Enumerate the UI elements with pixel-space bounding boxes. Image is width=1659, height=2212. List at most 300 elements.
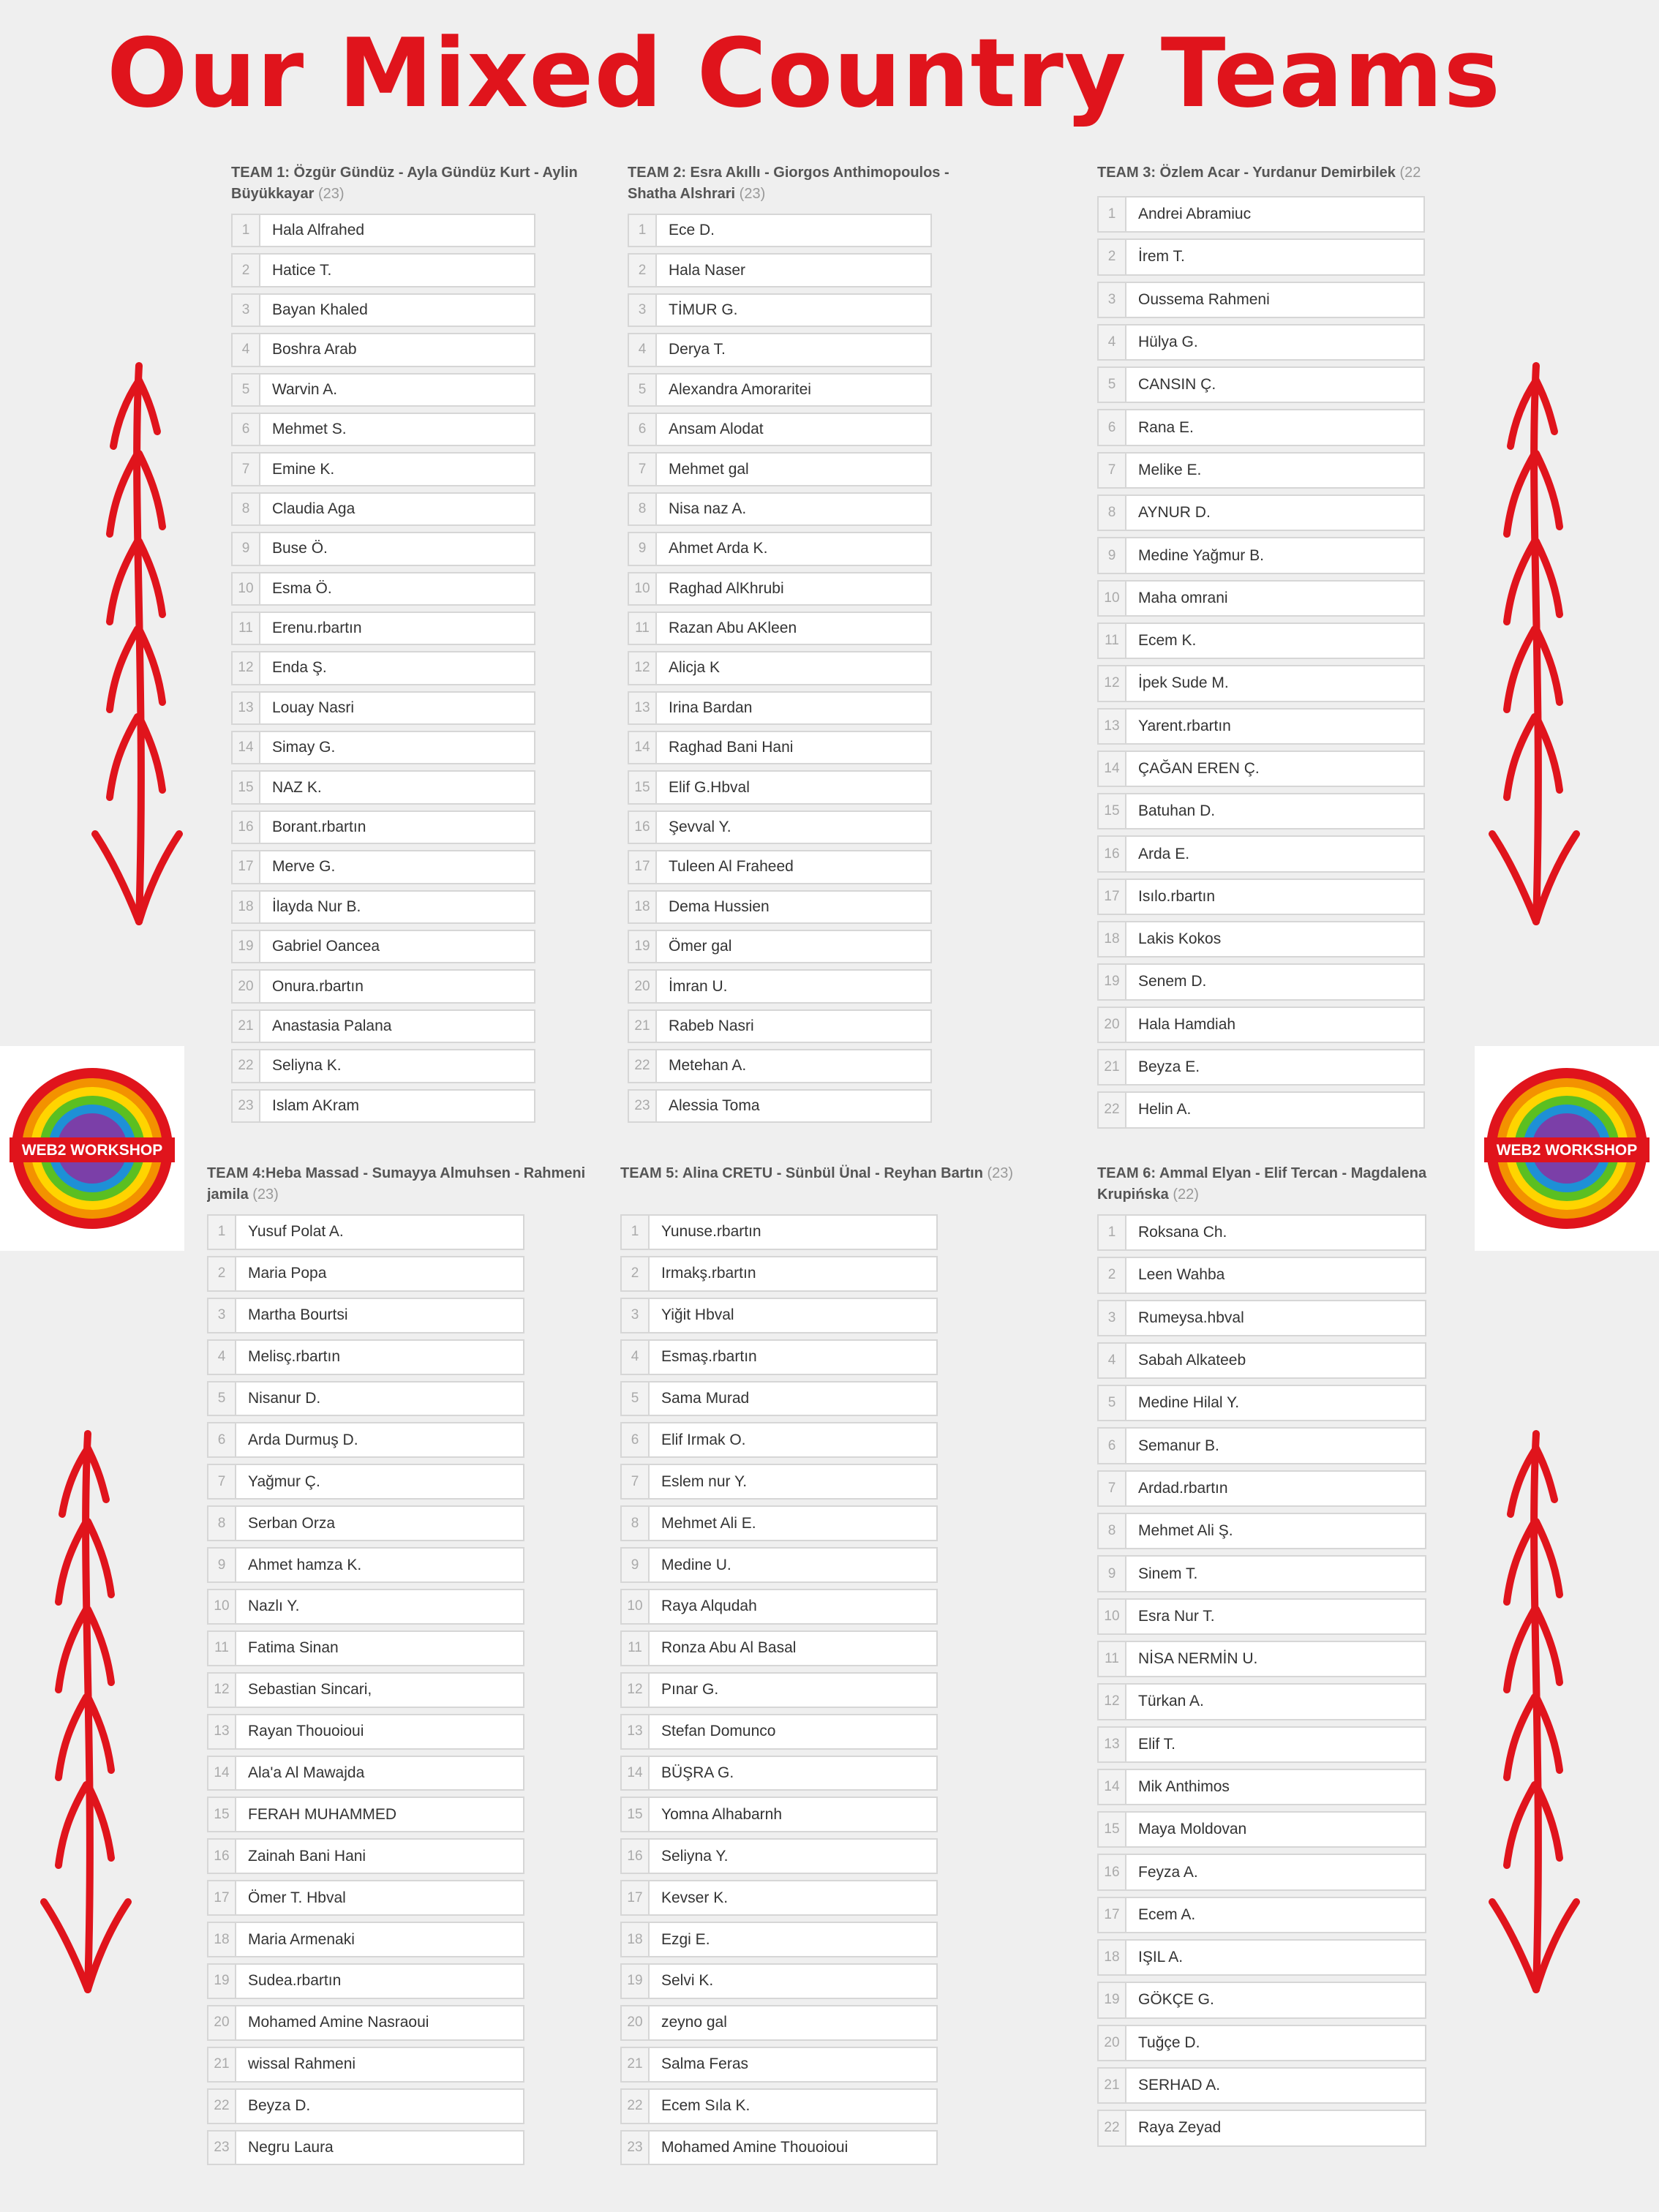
member-name: Merve G.	[260, 850, 535, 884]
row-number: 7	[1097, 452, 1126, 489]
member-name: Leen Wahba	[1126, 1257, 1426, 1293]
row-number: 13	[628, 691, 657, 725]
row-number: 4	[628, 333, 657, 366]
list-item	[207, 1214, 524, 1250]
logo	[0, 1046, 184, 1251]
row-number: 8	[1097, 1513, 1126, 1549]
member-name: Arda Durmuş D.	[236, 1422, 524, 1458]
member-name: Ömer gal	[657, 930, 932, 963]
row-number: 11	[231, 612, 260, 645]
list-item	[628, 452, 932, 486]
member-name: Isılo.rbartın	[1126, 879, 1425, 915]
member-name: Yağmur Ç.	[236, 1464, 524, 1500]
row-number: 22	[1097, 1091, 1126, 1128]
list-item	[1097, 1683, 1426, 1720]
row-number: 16	[207, 1838, 236, 1874]
row-number: 18	[207, 1922, 236, 1957]
list-item	[1097, 1641, 1426, 1677]
team-header: TEAM 3: Özlem Acar - Yurdanur Demirbilek (22	[1097, 165, 1421, 181]
list-item	[620, 1464, 938, 1500]
list-item	[1097, 409, 1425, 445]
row-number: 9	[1097, 537, 1126, 573]
row-number: 12	[1097, 665, 1126, 701]
row-number: 3	[1097, 282, 1126, 318]
member-name: Raghad Bani Hani	[657, 731, 932, 764]
list-item	[1097, 793, 1425, 830]
list-item	[628, 373, 932, 407]
list-item	[207, 1756, 524, 1791]
row-number: 13	[620, 1714, 650, 1750]
team-4-panel	[207, 1163, 587, 2171]
row-number: 19	[628, 930, 657, 963]
member-name: Mehmet S.	[260, 413, 535, 446]
row-number: 4	[231, 333, 260, 366]
member-name: Batuhan D.	[1126, 793, 1425, 830]
row-number: 15	[231, 770, 260, 804]
member-name: Borant.rbartın	[260, 810, 535, 844]
row-number: 19	[1097, 963, 1126, 1000]
row-number: 23	[620, 2130, 650, 2166]
row-number: 1	[207, 1214, 236, 1250]
member-name: Hala Hamdiah	[1126, 1007, 1425, 1043]
member-name: Maria Armenaki	[236, 1922, 524, 1957]
list-item	[207, 1589, 524, 1625]
list-item	[1097, 879, 1425, 915]
list-item	[207, 1256, 524, 1292]
list-item	[207, 1672, 524, 1708]
row-number: 20	[620, 2005, 650, 2041]
team-1-panel	[231, 162, 597, 1129]
list-item	[620, 1838, 938, 1874]
row-number: 4	[1097, 1342, 1126, 1379]
list-item	[620, 1714, 938, 1750]
row-number: 2	[1097, 238, 1126, 275]
member-name: Boshra Arab	[260, 333, 535, 366]
member-name: Elif T.	[1126, 1726, 1426, 1763]
member-name: Tuleen Al Fraheed	[657, 850, 932, 884]
list-item	[207, 2047, 524, 2083]
member-name: Yiğit Hbval	[650, 1298, 938, 1333]
member-name: Hatice T.	[260, 253, 535, 287]
list-item	[628, 1009, 932, 1043]
row-number: 11	[628, 612, 657, 645]
team-header: TEAM 4:Heba Massad - Sumayya Almuhsen - Rahmeni jamila (23)	[207, 1165, 586, 1203]
list-item	[628, 572, 932, 606]
arrow-down-icon	[29, 1426, 139, 2004]
row-number: 5	[231, 373, 260, 407]
list-item	[1097, 238, 1425, 275]
row-number: 9	[620, 1547, 650, 1583]
member-name: Ecem A.	[1126, 1897, 1426, 1933]
row-number: 15	[1097, 1811, 1126, 1848]
member-name: Hülya G.	[1126, 324, 1425, 361]
list-item	[231, 492, 535, 526]
list-item	[628, 770, 932, 804]
row-number: 19	[1097, 1982, 1126, 2018]
member-name: Rana E.	[1126, 409, 1425, 445]
list-item	[620, 1381, 938, 1417]
member-name: Mohamed Amine Nasraoui	[236, 2005, 524, 2041]
row-number: 20	[1097, 2025, 1126, 2061]
member-name: Oussema Rahmeni	[1126, 282, 1425, 318]
list-item	[231, 1089, 535, 1123]
list-item	[231, 532, 535, 565]
member-name: Metehan A.	[657, 1049, 932, 1083]
list-item	[1097, 1385, 1426, 1421]
member-name: Ardad.rbartın	[1126, 1470, 1426, 1507]
list-item	[628, 810, 932, 844]
member-name: Raghad AlKhrubi	[657, 572, 932, 606]
member-name: ÇAĞAN EREN Ç.	[1126, 750, 1425, 787]
row-number: 10	[207, 1589, 236, 1625]
member-name: Alessia Toma	[657, 1089, 932, 1123]
list-item	[207, 1797, 524, 1832]
team-header: TEAM 2: Esra Akıllı - Giorgos Anthimopoulos - Shatha Alshrari (23)	[628, 165, 949, 202]
member-name: NAZ K.	[260, 770, 535, 804]
list-item	[1097, 1598, 1426, 1635]
list-item	[620, 1339, 938, 1375]
member-name: Medine U.	[650, 1547, 938, 1583]
member-name: Erenu.rbartın	[260, 612, 535, 645]
row-number: 10	[620, 1589, 650, 1625]
row-number: 7	[620, 1464, 650, 1500]
member-name: Gabriel Oancea	[260, 930, 535, 963]
list-item	[620, 1880, 938, 1916]
row-number: 21	[231, 1009, 260, 1043]
member-name: wissal Rahmeni	[236, 2047, 524, 2083]
member-name: Ala'a Al Mawajda	[236, 1756, 524, 1791]
row-number: 23	[207, 2130, 236, 2166]
row-number: 16	[1097, 835, 1126, 872]
list-item	[207, 1298, 524, 1333]
row-number: 6	[620, 1422, 650, 1458]
member-name: Senem D.	[1126, 963, 1425, 1000]
row-number: 17	[1097, 1897, 1126, 1933]
row-number: 9	[1097, 1555, 1126, 1592]
rainbow-logo-icon	[1483, 1064, 1651, 1233]
member-name: Feyza A.	[1126, 1854, 1426, 1890]
member-name: Serban Orza	[236, 1505, 524, 1541]
row-number: 6	[231, 413, 260, 446]
list-item	[628, 651, 932, 685]
member-name: Louay Nasri	[260, 691, 535, 725]
row-number: 1	[1097, 1214, 1126, 1251]
member-name: NİSA NERMİN U.	[1126, 1641, 1426, 1677]
row-number: 6	[1097, 1427, 1126, 1464]
list-item	[231, 1009, 535, 1043]
row-number: 12	[628, 651, 657, 685]
member-name: Irmakş.rbartın	[650, 1256, 938, 1292]
member-name: Mehmet Ali E.	[650, 1505, 938, 1541]
row-number: 19	[620, 1963, 650, 1999]
member-name: Mik Anthimos	[1126, 1769, 1426, 1805]
row-number: 12	[620, 1672, 650, 1708]
list-item	[231, 651, 535, 685]
row-number: 16	[628, 810, 657, 844]
row-number: 20	[231, 969, 260, 1003]
member-name: GÖKÇE G.	[1126, 1982, 1426, 2018]
row-number: 16	[231, 810, 260, 844]
list-item	[1097, 708, 1425, 745]
row-number: 18	[628, 890, 657, 924]
member-name: Arda E.	[1126, 835, 1425, 872]
row-number: 13	[207, 1714, 236, 1750]
list-item	[1097, 1091, 1425, 1128]
list-item	[620, 1298, 938, 1333]
row-number: 18	[231, 890, 260, 924]
row-number: 7	[628, 452, 657, 486]
member-name: Ansam Alodat	[657, 413, 932, 446]
member-name: Melike E.	[1126, 452, 1425, 489]
member-name: Warvin A.	[260, 373, 535, 407]
row-number: 4	[1097, 324, 1126, 361]
row-number: 17	[231, 850, 260, 884]
list-item	[620, 1214, 938, 1250]
list-item	[207, 1963, 524, 1999]
row-number: 3	[1097, 1300, 1126, 1336]
list-item	[1097, 835, 1425, 872]
row-number: 22	[620, 2088, 650, 2124]
list-item	[1097, 963, 1425, 1000]
list-item	[231, 850, 535, 884]
row-number: 14	[620, 1756, 650, 1791]
list-item	[1097, 1897, 1426, 1933]
row-number: 20	[207, 2005, 236, 2041]
row-number: 13	[231, 691, 260, 725]
row-number: 11	[1097, 622, 1126, 659]
row-number: 8	[620, 1505, 650, 1541]
member-name: Ece D.	[657, 214, 932, 247]
row-number: 2	[620, 1256, 650, 1292]
member-name: Rabeb Nasri	[657, 1009, 932, 1043]
row-number: 16	[1097, 1854, 1126, 1890]
list-item	[1097, 1939, 1426, 1976]
member-name: Irina Bardan	[657, 691, 932, 725]
row-number: 14	[207, 1756, 236, 1791]
member-name: Bayan Khaled	[260, 293, 535, 327]
row-number: 14	[231, 731, 260, 764]
list-item	[620, 1797, 938, 1832]
list-item	[628, 532, 932, 565]
member-name: Kevser K.	[650, 1880, 938, 1916]
member-name: Melisç.rbartın	[236, 1339, 524, 1375]
row-number: 15	[207, 1797, 236, 1832]
member-name: Eslem nur Y.	[650, 1464, 938, 1500]
list-item	[1097, 1007, 1425, 1043]
list-item	[620, 1963, 938, 1999]
list-item	[1097, 1049, 1425, 1086]
row-number: 6	[1097, 409, 1126, 445]
row-number: 12	[207, 1672, 236, 1708]
row-number: 3	[628, 293, 657, 327]
row-number: 20	[628, 969, 657, 1003]
member-name: Salma Feras	[650, 2047, 938, 2083]
logo-text: WEB2 WORKSHOP	[21, 1142, 163, 1159]
list-item	[628, 333, 932, 366]
member-name: Dema Hussien	[657, 890, 932, 924]
list-item	[1097, 1726, 1426, 1763]
member-name: Emine K.	[260, 452, 535, 486]
member-name: Raya Alqudah	[650, 1589, 938, 1625]
row-number: 23	[231, 1089, 260, 1123]
list-item	[620, 1422, 938, 1458]
member-name: Razan Abu AKleen	[657, 612, 932, 645]
list-item	[1097, 537, 1425, 573]
member-name: Rumeysa.hbval	[1126, 1300, 1426, 1336]
row-number: 2	[207, 1256, 236, 1292]
member-name: Sinem T.	[1126, 1555, 1426, 1592]
member-name: Ahmet hamza K.	[236, 1547, 524, 1583]
list-item	[620, 1630, 938, 1666]
row-number: 1	[1097, 196, 1126, 233]
row-number: 3	[207, 1298, 236, 1333]
member-name: İlayda Nur B.	[260, 890, 535, 924]
row-number: 22	[231, 1049, 260, 1083]
member-name: Ahmet Arda K.	[657, 532, 932, 565]
row-number: 10	[1097, 580, 1126, 617]
list-item	[1097, 1811, 1426, 1848]
member-name: Sabah Alkateeb	[1126, 1342, 1426, 1379]
list-item	[231, 770, 535, 804]
member-name: Nisa naz A.	[657, 492, 932, 526]
member-name: TİMUR G.	[657, 293, 932, 327]
member-name: FERAH MUHAMMED	[236, 1797, 524, 1832]
list-item	[1097, 1214, 1426, 1251]
member-name: Mehmet Ali Ş.	[1126, 1513, 1426, 1549]
row-number: 21	[628, 1009, 657, 1043]
row-number: 1	[620, 1214, 650, 1250]
member-name: Esma Ö.	[260, 572, 535, 606]
row-number: 9	[231, 532, 260, 565]
member-name: Seliyna K.	[260, 1049, 535, 1083]
member-name: Ecem K.	[1126, 622, 1425, 659]
list-item	[207, 1381, 524, 1417]
member-name: Raya Zeyad	[1126, 2110, 1426, 2146]
member-name: Selvi K.	[650, 1963, 938, 1999]
row-number: 13	[1097, 708, 1126, 745]
list-item	[207, 2088, 524, 2124]
list-item	[620, 1756, 938, 1791]
member-name: Esmaş.rbartın	[650, 1339, 938, 1375]
list-item	[231, 612, 535, 645]
list-item	[231, 333, 535, 366]
member-name: Negru Laura	[236, 2130, 524, 2166]
list-item	[620, 1922, 938, 1957]
member-name: Maha omrani	[1126, 580, 1425, 617]
row-number: 12	[1097, 1683, 1126, 1720]
row-number: 17	[207, 1880, 236, 1916]
team-header: TEAM 6: Ammal Elyan - Elif Tercan - Magdalena Krupińska (22)	[1097, 1165, 1427, 1203]
member-name: CANSIN Ç.	[1126, 366, 1425, 403]
member-name: Medine Hilal Y.	[1126, 1385, 1426, 1421]
list-item	[231, 413, 535, 446]
row-number: 9	[207, 1547, 236, 1583]
list-item	[231, 253, 535, 287]
list-item	[1097, 1513, 1426, 1549]
member-name: Roksana Ch.	[1126, 1214, 1426, 1251]
row-number: 11	[620, 1630, 650, 1666]
row-number: 17	[628, 850, 657, 884]
list-item	[231, 293, 535, 327]
list-item	[1097, 2025, 1426, 2061]
list-item	[628, 253, 932, 287]
row-number: 15	[620, 1797, 650, 1832]
list-item	[620, 2088, 938, 2124]
arrow-down-icon	[1478, 1426, 1587, 2004]
row-number: 15	[1097, 793, 1126, 830]
member-name: Mohamed Amine Thouoioui	[650, 2130, 938, 2166]
row-number: 20	[1097, 1007, 1126, 1043]
logo-text: WEB2 WORKSHOP	[1496, 1142, 1638, 1159]
row-number: 8	[207, 1505, 236, 1541]
row-number: 5	[1097, 1385, 1126, 1421]
row-number: 7	[207, 1464, 236, 1500]
member-name: Stefan Domunco	[650, 1714, 938, 1750]
member-name: Pınar G.	[650, 1672, 938, 1708]
list-item	[628, 930, 932, 963]
member-name: Lakis Kokos	[1126, 921, 1425, 958]
list-item	[628, 492, 932, 526]
list-item	[1097, 1342, 1426, 1379]
list-item	[207, 1880, 524, 1916]
list-item	[1097, 494, 1425, 531]
member-name: Buse Ö.	[260, 532, 535, 565]
list-item	[620, 1256, 938, 1292]
member-name: BÜŞRA G.	[650, 1756, 938, 1791]
row-number: 18	[620, 1922, 650, 1957]
list-item	[1097, 2110, 1426, 2146]
list-item	[1097, 1982, 1426, 2018]
list-item	[1097, 665, 1425, 701]
list-item	[1097, 1470, 1426, 1507]
member-name: Enda Ş.	[260, 651, 535, 685]
row-number: 14	[628, 731, 657, 764]
row-number: 22	[628, 1049, 657, 1083]
row-number: 21	[620, 2047, 650, 2083]
row-number: 10	[231, 572, 260, 606]
list-item	[231, 691, 535, 725]
row-number: 1	[231, 214, 260, 247]
row-number: 6	[207, 1422, 236, 1458]
list-item	[1097, 1555, 1426, 1592]
member-name: Zainah Bani Hani	[236, 1838, 524, 1874]
row-number: 15	[628, 770, 657, 804]
list-item	[231, 452, 535, 486]
list-item	[620, 1547, 938, 1583]
list-item	[231, 373, 535, 407]
row-number: 22	[207, 2088, 236, 2124]
list-item	[620, 1672, 938, 1708]
row-number: 16	[620, 1838, 650, 1874]
member-name: İmran U.	[657, 969, 932, 1003]
list-item	[207, 1922, 524, 1957]
team-5-panel	[620, 1163, 1015, 2171]
member-name: Fatima Sinan	[236, 1630, 524, 1666]
list-item	[1097, 1257, 1426, 1293]
list-item	[620, 1505, 938, 1541]
list-item	[207, 1422, 524, 1458]
row-number: 10	[628, 572, 657, 606]
row-number: 11	[1097, 1641, 1126, 1677]
member-name: Anastasia Palana	[260, 1009, 535, 1043]
member-name: Maria Popa	[236, 1256, 524, 1292]
list-item	[231, 930, 535, 963]
row-number: 8	[231, 492, 260, 526]
list-item	[207, 2005, 524, 2041]
member-name: Elif Irmak O.	[650, 1422, 938, 1458]
member-name: Sudea.rbartın	[236, 1963, 524, 1999]
member-name: Claudia Aga	[260, 492, 535, 526]
